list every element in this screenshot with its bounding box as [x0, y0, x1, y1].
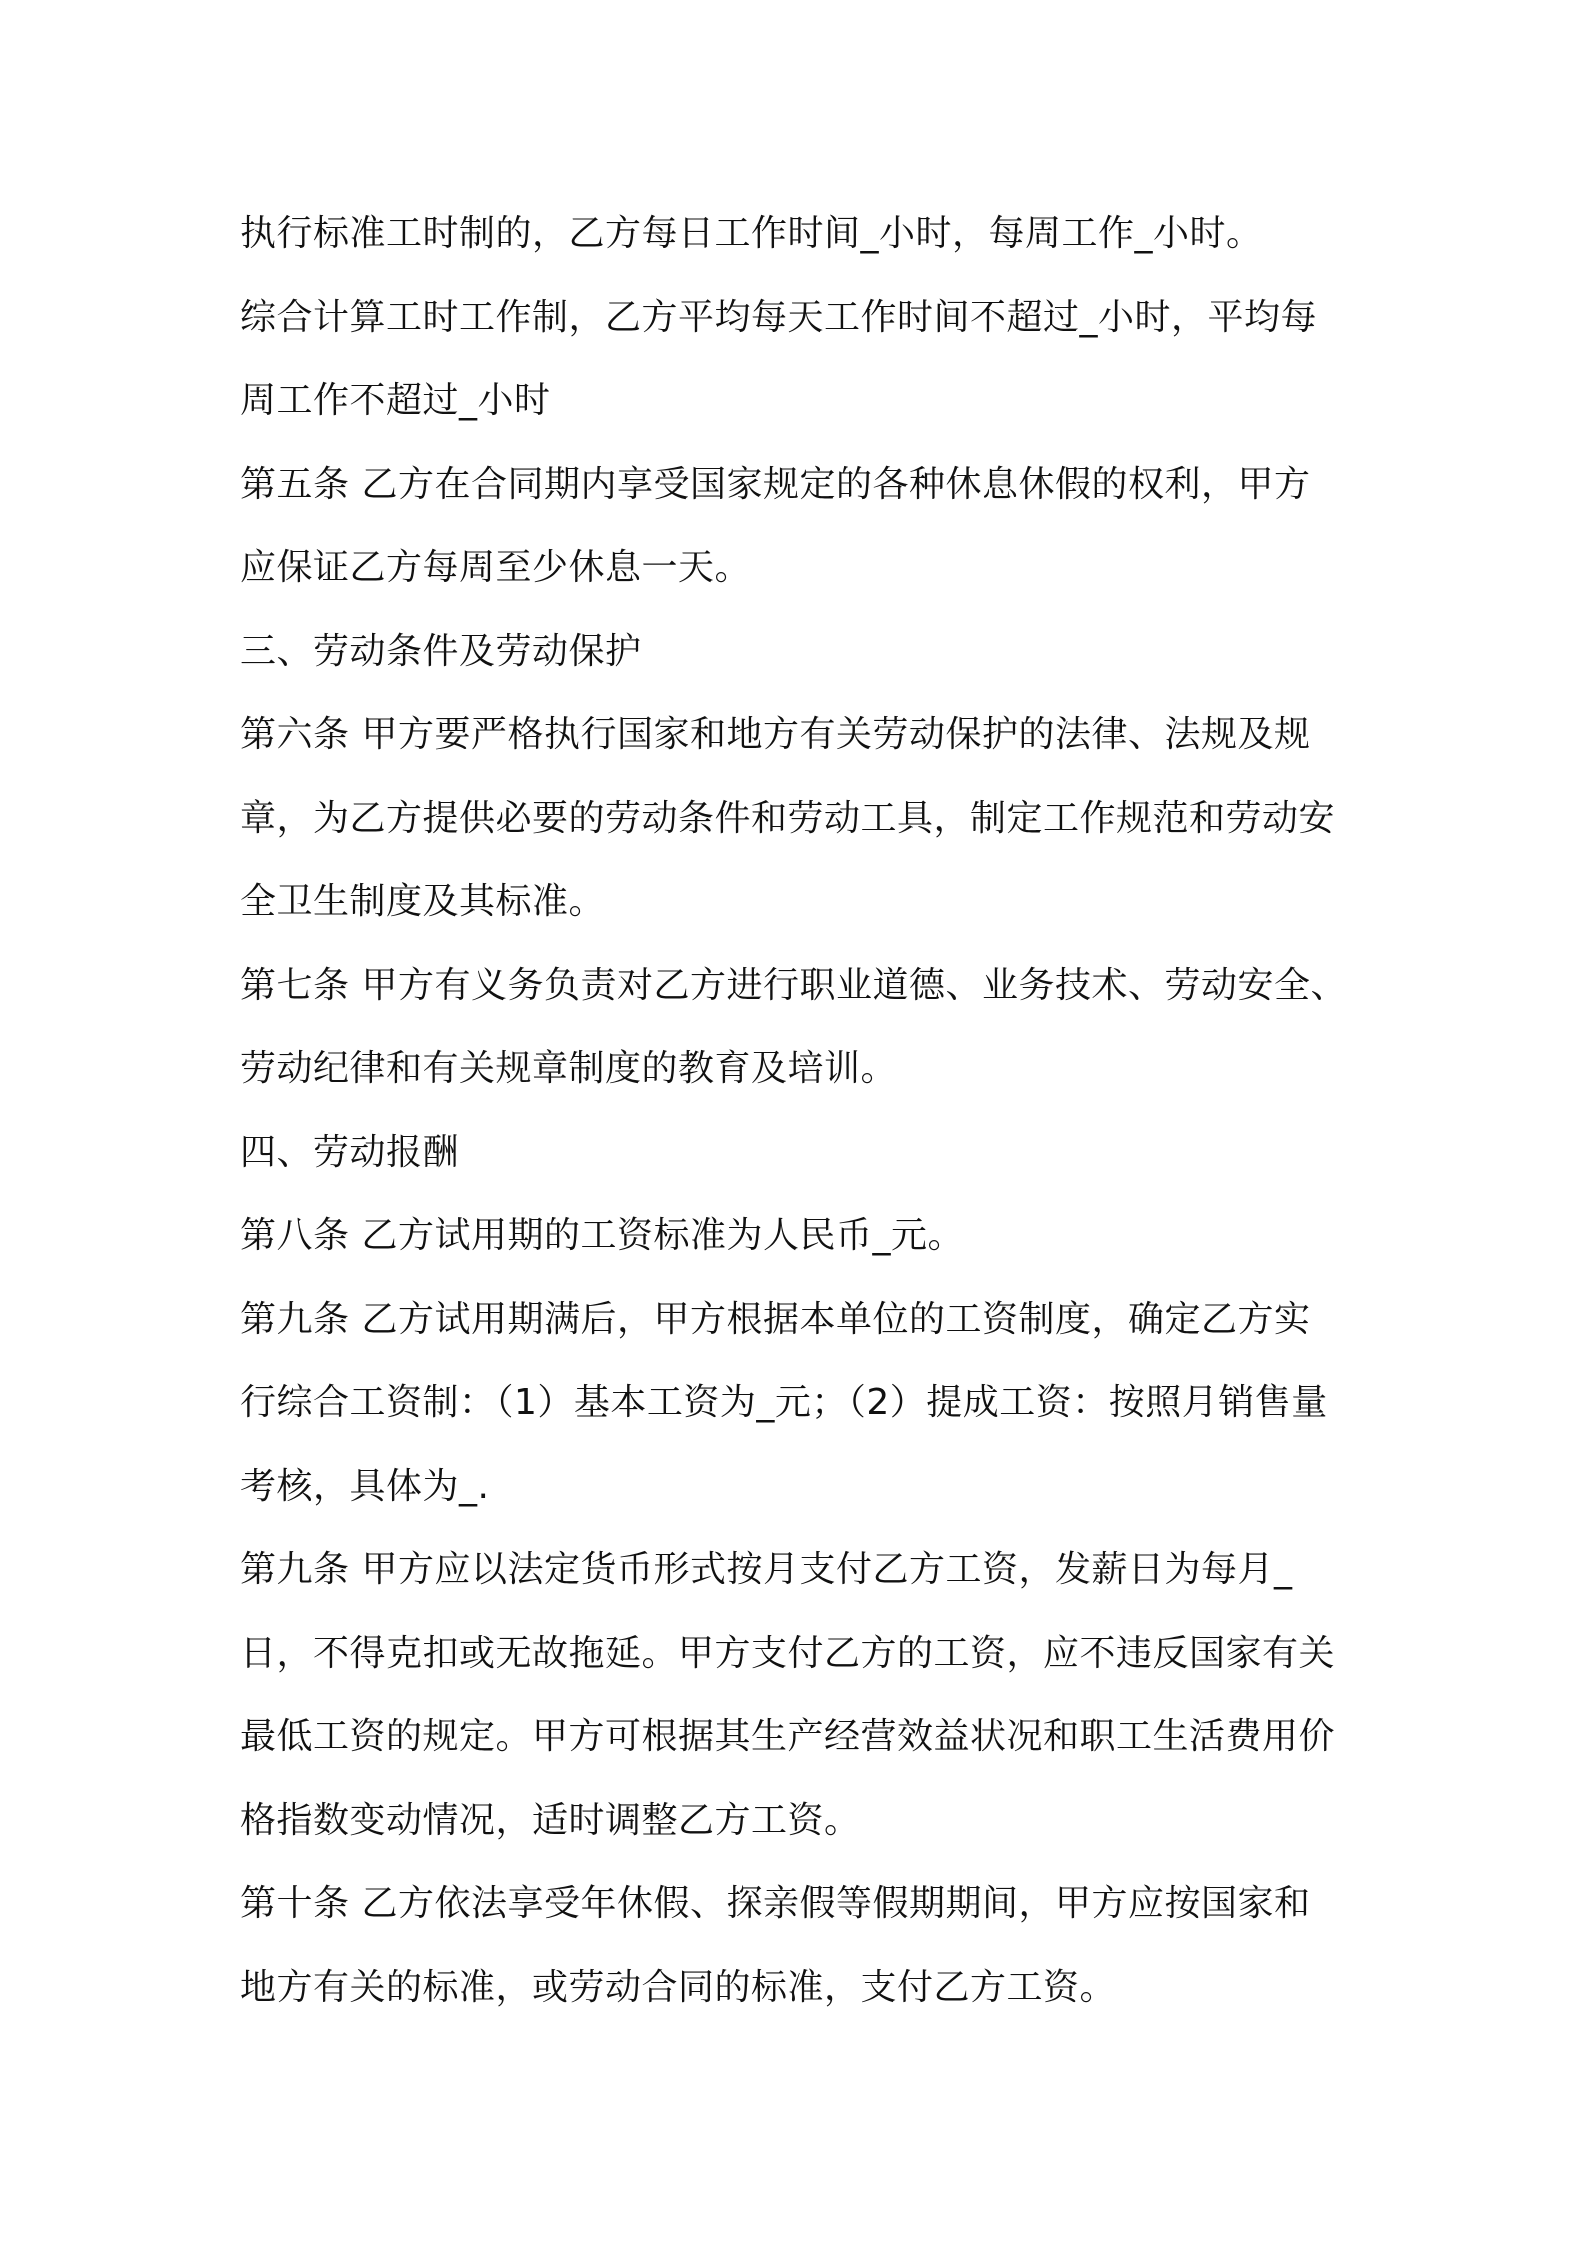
paragraph-article-6 — [240, 693, 1360, 944]
section-heading-4 — [240, 1111, 1360, 1195]
text-line: 第七条 甲方有义务负责对乙方进行职业道德、业务技术、劳动安全、 — [240, 964, 1347, 1006]
text-line: 考核，具体为_. — [240, 1465, 490, 1507]
paragraph-article-5 — [240, 443, 1360, 610]
text-line: 格指数变动情况，适时调整乙方工资。 — [240, 1799, 861, 1841]
text-line: 第十条 乙方依法享受年休假、探亲假等假期期间，甲方应按国家和 — [240, 1883, 1311, 1924]
text-line: 日，不得克扣或无故拖延。甲方支付乙方的工资，应不违反国家有关 — [240, 1632, 1336, 1674]
text-line: 综合计算工时工作制，乙方平均每天工作时间不超过_小时，平均每 — [240, 296, 1318, 338]
text-line: 行综合工资制：（1）基本工资为_元；（2）提成工资：按照月销售量 — [240, 1382, 1328, 1423]
text-line: 第八条 乙方试用期的工资标准为人民币_元。 — [240, 1215, 964, 1256]
paragraph-comprehensive-hours — [240, 276, 1360, 443]
paragraph-standard-hours — [240, 192, 1360, 276]
text-line: 全卫生制度及其标准。 — [240, 881, 606, 922]
section-heading: 三、劳动条件及劳动保护 — [240, 630, 642, 672]
text-line: 最低工资的规定。甲方可根据其生产经营效益状况和职工生活费用价 — [240, 1716, 1336, 1757]
text-line: 第九条 甲方应以法定货币形式按月支付乙方工资，发薪日为每月_ — [240, 1549, 1293, 1590]
section-heading-3 — [240, 610, 1360, 694]
text-line: 第六条 甲方要严格执行国家和地方有关劳动保护的法律、法规及规 — [240, 714, 1311, 755]
text-line: 应保证乙方每周至少休息一天。 — [240, 547, 752, 588]
text-line: 劳动纪律和有关规章制度的教育及培训。 — [240, 1048, 898, 1089]
paragraph-article-7 — [240, 944, 1360, 1111]
document-body — [240, 192, 1360, 2029]
section-heading: 四、劳动报酬 — [240, 1131, 460, 1173]
text-line: 周工作不超过_小时 — [240, 380, 551, 421]
text-line: 执行标准工时制的，乙方每日工作时间_小时，每周工作_小时。 — [240, 213, 1263, 254]
paragraph-article-9a — [240, 1278, 1360, 1529]
paragraph-article-8 — [240, 1194, 1360, 1278]
text-line: 第五条 乙方在合同期内享受国家规定的各种休息休假的权利，甲方 — [240, 463, 1311, 505]
paragraph-article-10 — [240, 1862, 1360, 2029]
text-line: 章，为乙方提供必要的劳动条件和劳动工具，制定工作规范和劳动安 — [240, 797, 1336, 839]
paragraph-article-9b — [240, 1528, 1360, 1862]
text-line: 第九条 乙方试用期满后，甲方根据本单位的工资制度，确定乙方实 — [240, 1298, 1311, 1340]
text-line: 地方有关的标准，或劳动合同的标准，支付乙方工资。 — [240, 1966, 1117, 2008]
